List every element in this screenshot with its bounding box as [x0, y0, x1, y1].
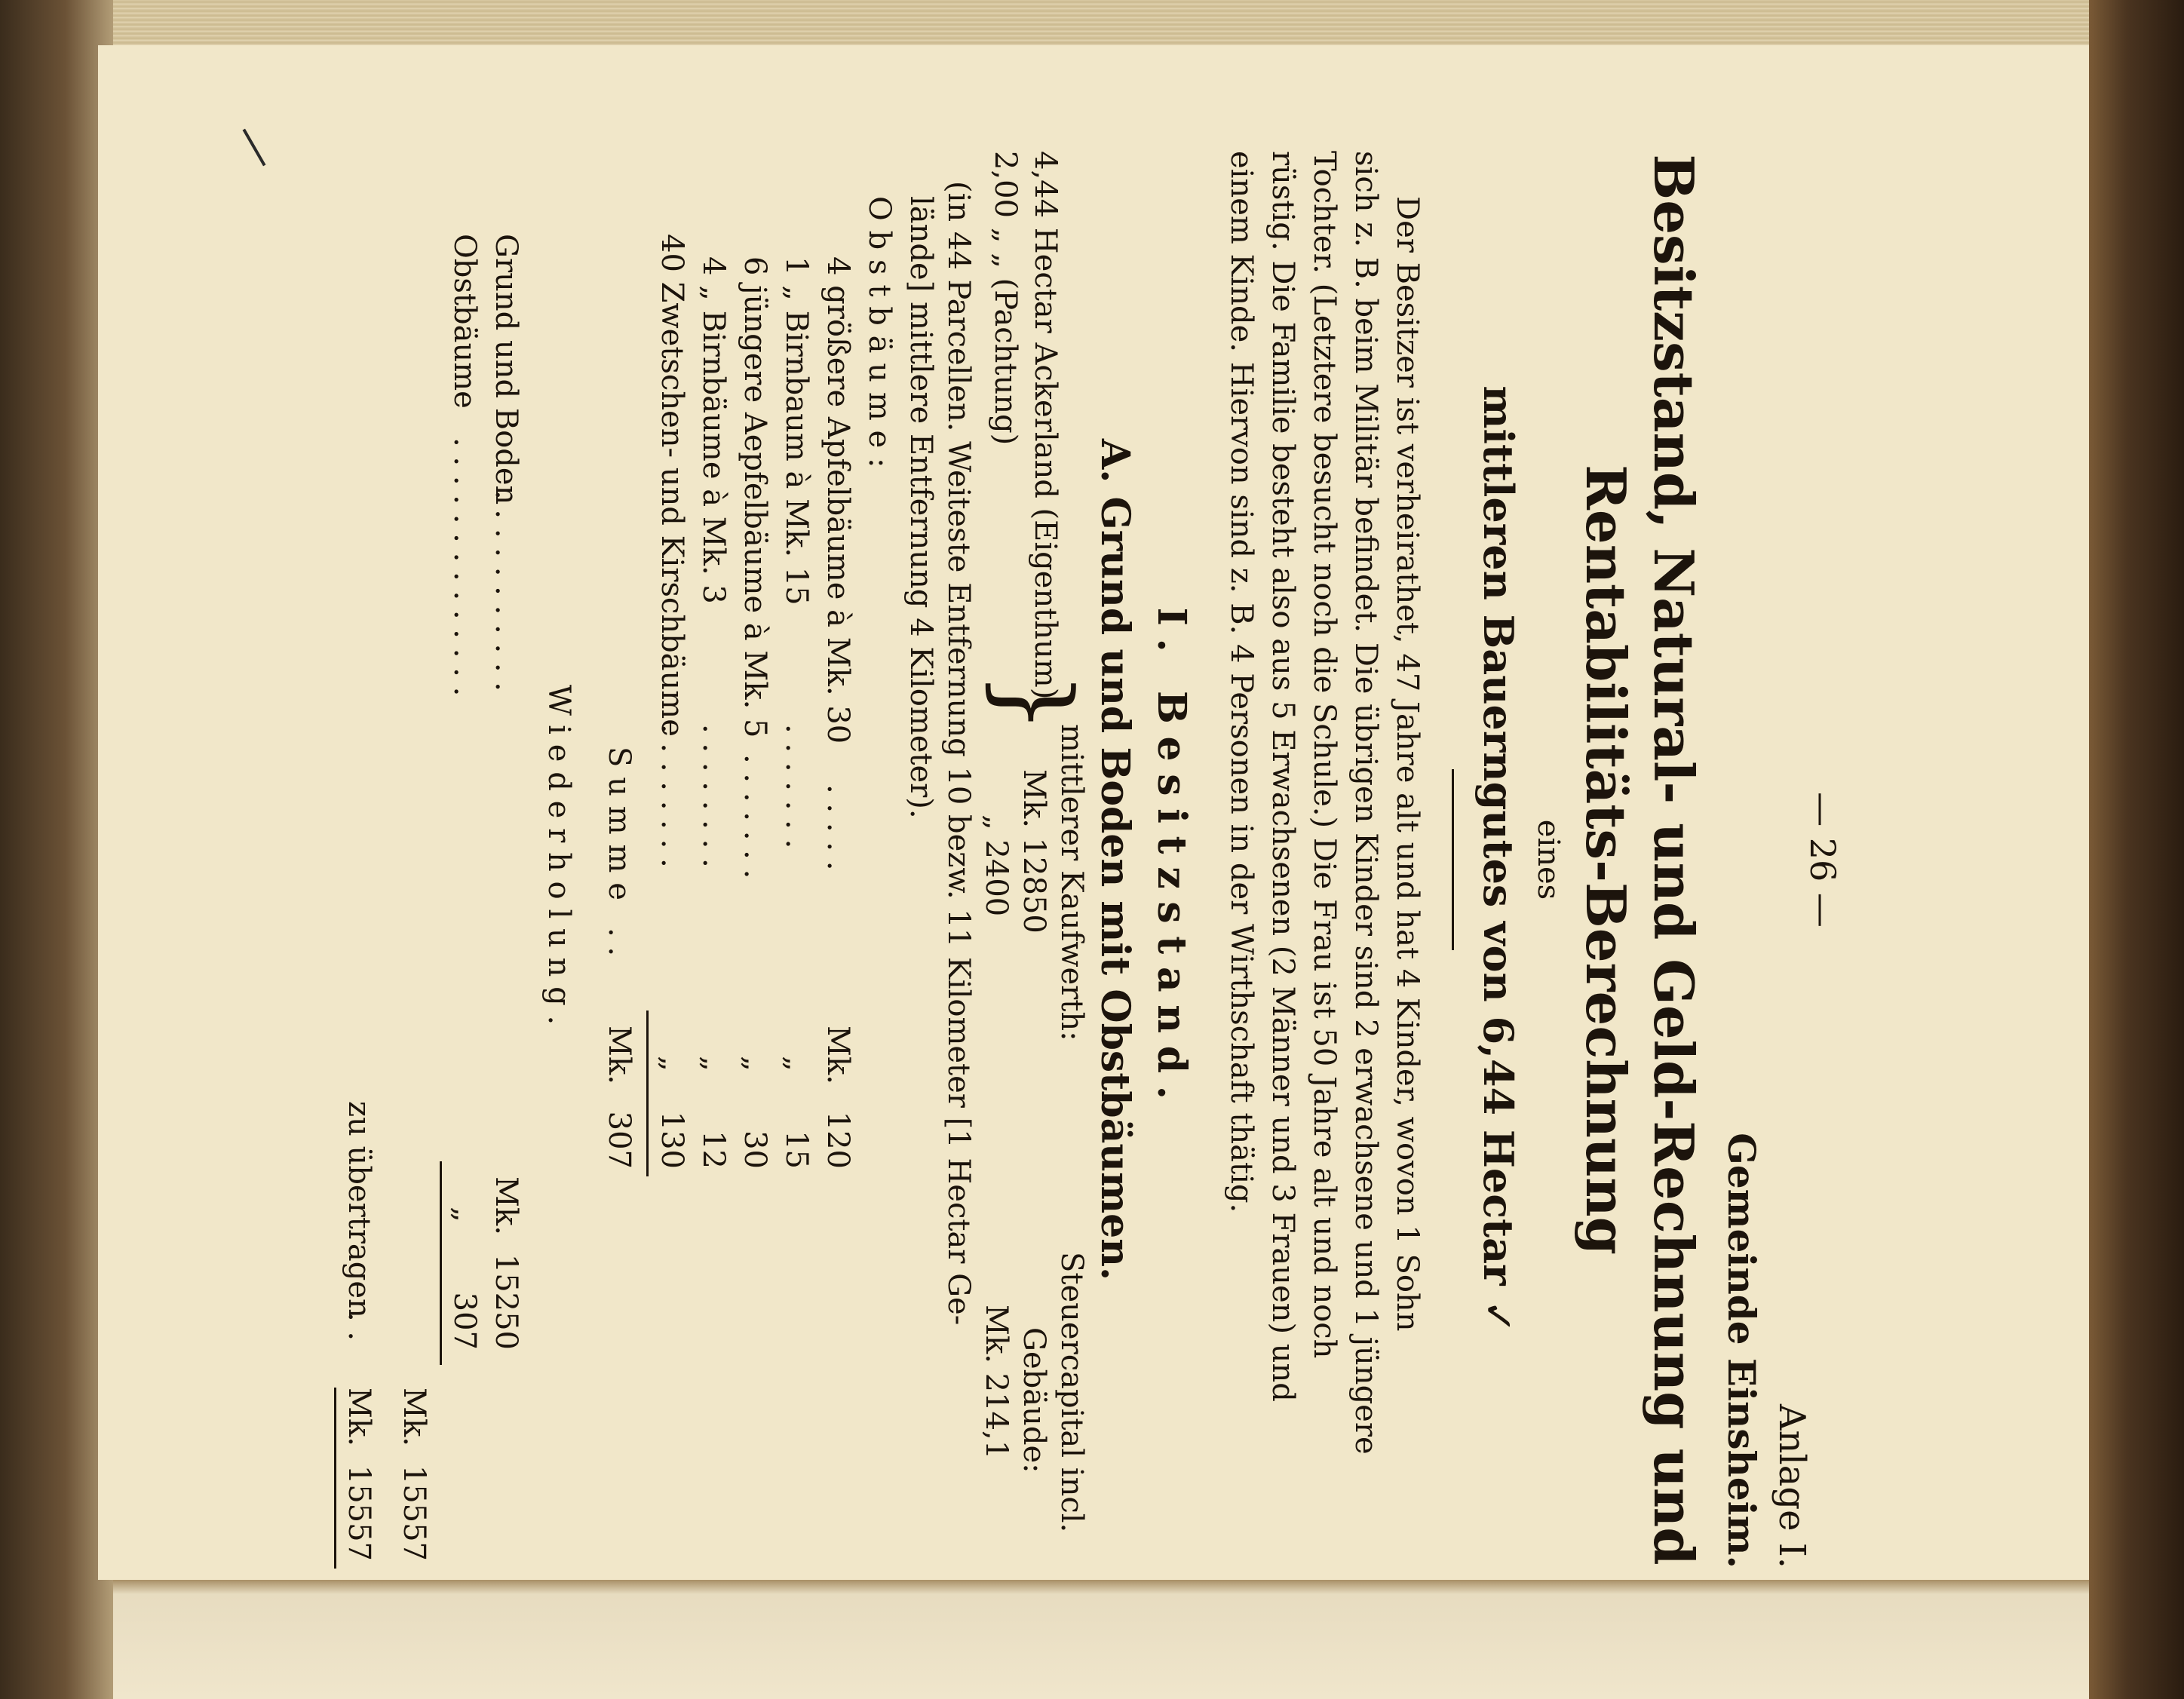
recap-row-dots: . . . . . . . . . . . . . .: [447, 437, 482, 697]
tree-item-label: 40 Zwetschen- und Kirschbäume: [655, 234, 689, 737]
intro-line-5: einem Kinde. Hiervon sind z. B. 4 Personen in der Wirthschaft thätig.: [1224, 151, 1259, 1213]
total-value: 15557: [397, 1464, 431, 1561]
intro-line-2: sich z. B. beim Militär befindet. Die übrigen Kinder sind 2 erwachsene und 1 jüngere: [1348, 151, 1383, 1455]
total-currency: Mk.: [397, 1388, 431, 1446]
tree-item-label: 4 „ Birnbäume à Mk. 3: [696, 256, 731, 604]
land-row-2-label: 2,00 „ „ (Pachtung): [988, 151, 1023, 446]
recap-row-value: 15250: [489, 1253, 523, 1350]
tree-item-dots: . . . . . . . .: [696, 724, 731, 868]
tree-item-label: 1 „ Birnbaum à Mk. 15: [779, 256, 814, 606]
page-title-line1: Besitzstand, Natural- und Geld-Rechnung und: [1642, 154, 1706, 1566]
recap-row-label: Obstbäume: [447, 234, 482, 409]
tree-item-dots: . . . . .: [821, 784, 855, 871]
sum-value: 307: [602, 1111, 636, 1169]
carry-forward-label: zu übertragen: [342, 1101, 376, 1318]
section-heading-A: A. Grund und Boden mit Obstbäumen.: [1092, 438, 1138, 1281]
recap-row-currency: Mk.: [489, 1176, 523, 1235]
section-heading-I: I. Besitzstand.: [1149, 607, 1195, 1112]
rotated-page-content: [187, 151, 1846, 1569]
subtitle-text: mittleren Bauerngutes von 6,44 Hectar: [1474, 385, 1523, 1286]
brace-icon: }: [978, 671, 1093, 734]
fruit-trees-heading: Obstbäume:: [862, 196, 897, 478]
sum-dots: . .: [602, 928, 636, 957]
tree-item-currency: Mk.: [821, 1026, 855, 1084]
recap-row-value: 307: [447, 1292, 482, 1350]
carry-forward-rule: [334, 1388, 336, 1569]
carry-forward-value: 15557: [342, 1464, 376, 1561]
recap-row-dots: . . . . . . . . . . .: [489, 490, 523, 692]
tax-capital-header-2: Gebäude:: [1017, 1327, 1051, 1474]
sum-rule: [646, 1011, 649, 1176]
intro-line-3: Tochter. (Letztere besucht noch die Schule.) Die Frau ist 50 Jahre alt und noch: [1307, 151, 1342, 1359]
tree-item-currency: „: [738, 1056, 772, 1072]
next-page-edge: [113, 1580, 2089, 1699]
land-value-2: „ 2400: [979, 814, 1014, 917]
recap-heading: Wiederholung.: [541, 684, 576, 1035]
page-title-line2: Rentabilitäts-Berechnung: [1574, 465, 1638, 1255]
intro-line-1: Der Besitzer ist verheirathet, 47 Jahre alt und hat 4 Kinder, wovon 1 Sohn: [1390, 196, 1425, 1332]
tree-item-dots: . . . . . . .: [738, 754, 772, 879]
tax-capital-value: Mk. 214,1: [979, 1305, 1014, 1460]
title-connector: eines: [1531, 819, 1566, 900]
carry-forward-currency: Mk.: [342, 1388, 376, 1446]
tree-item-label: 4 größere Apfelbäume à Mk. 30: [821, 256, 855, 744]
land-value-header: mittlerer Kaufwerth:: [1054, 724, 1089, 1041]
book-binding: [2089, 0, 2184, 1699]
tree-item-value: 30: [738, 1130, 772, 1169]
land-value-1: Mk. 12850: [1017, 769, 1051, 934]
tree-item-value: 120: [821, 1111, 855, 1169]
municipality-label: Gemeinde Einsheim.: [1719, 1133, 1764, 1569]
carry-forward-dots: . .: [342, 1312, 376, 1342]
land-row-1-label: 4,44 Hectar Ackerland (Eigenthum): [1028, 151, 1063, 700]
title-divider: [1452, 769, 1454, 950]
tree-item-value: 130: [655, 1111, 689, 1169]
tree-item-currency: „: [779, 1056, 814, 1072]
total-rule: [440, 1161, 442, 1365]
page-number: — 26 —: [1802, 792, 1843, 928]
tree-item-currency: „: [696, 1056, 731, 1072]
intro-line-4: rüstig. Die Familie besteht also aus 5 Erwachsenen (2 Männer und 3 Frauen) und: [1265, 151, 1300, 1402]
tax-capital-header: Steuercapital incl.: [1054, 1252, 1089, 1533]
tree-item-currency: „: [655, 1056, 689, 1072]
page-subtitle: [1470, 151, 1526, 1569]
parcel-note-2: lände] mittlere Entfernung 4 Kilometer).: [903, 196, 938, 819]
tree-item-value: 15: [779, 1130, 814, 1169]
parcel-note-1: (in 44 Parcellen. Weiteste Entfernung 10 bezw. 11 Kilometer [1 Hectar Ge-: [941, 181, 976, 1326]
tree-item-value: 12: [696, 1130, 731, 1169]
tree-item-label: 6 jüngere Aepfelbäume à Mk. 5: [738, 256, 772, 738]
recap-row-currency: „: [447, 1207, 482, 1222]
appendix-label: Anlage I.: [1771, 1403, 1813, 1569]
recap-row-label: Grund und Boden: [489, 234, 523, 505]
tree-item-dots: . . . . . . .: [779, 724, 814, 849]
checkmark-icon: ✓: [1474, 1299, 1522, 1334]
sum-label: Summe: [602, 747, 636, 910]
sum-currency: Mk.: [602, 1026, 636, 1084]
tree-item-dots: . . . . . . . .: [655, 724, 689, 868]
